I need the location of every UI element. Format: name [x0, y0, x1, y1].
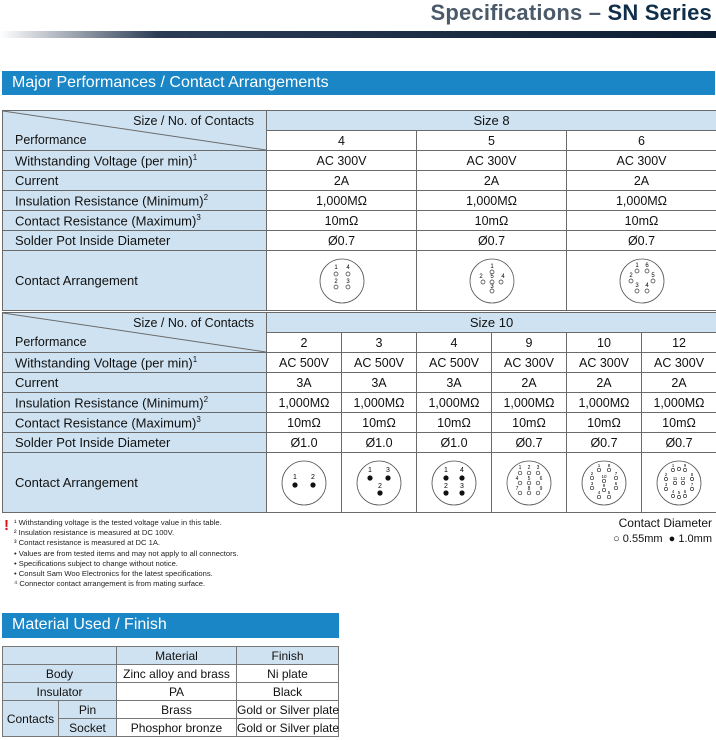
table-row	[3, 231, 716, 251]
legend-title: Contact Diameter	[618, 516, 712, 530]
contact-diagram-cell	[567, 453, 642, 513]
svg-text:3: 3	[345, 278, 350, 285]
legend-small: ○ 0.55mm	[613, 533, 663, 545]
row-label: Socket	[59, 719, 117, 737]
svg-text:2: 2	[628, 272, 633, 279]
svg-text:5: 5	[677, 489, 681, 495]
legend-large: ● 1.0mm	[668, 533, 712, 545]
contact-arrangement-10-icon	[580, 459, 628, 507]
svg-text:4: 4	[515, 475, 519, 482]
svg-text:8: 8	[607, 462, 611, 468]
table-cell: AC 500V	[342, 353, 417, 373]
table-cell: 3A	[267, 373, 342, 393]
table-cell: 10mΩ	[342, 413, 417, 433]
svg-text:5: 5	[489, 273, 494, 280]
table-cell: 10mΩ	[417, 413, 492, 433]
corner-cell	[3, 313, 267, 353]
material-table	[2, 646, 339, 737]
footnote: ⁴ Connector contact arrangement is from mating surface.	[14, 579, 206, 589]
contact-arrangement-4-icon	[318, 257, 366, 305]
table-cell: 1,000MΩ	[267, 191, 417, 211]
svg-text:2: 2	[333, 278, 338, 285]
svg-text:4: 4	[460, 466, 464, 474]
contacts-col-header: 12	[642, 333, 716, 353]
section-title: Major Performances / Contact Arrangements	[12, 74, 329, 91]
table-cell: 2A	[267, 171, 417, 191]
contact-diagram-cell	[492, 453, 567, 513]
corner-top-label: Size / No. of Contacts	[133, 316, 254, 330]
table-cell: 10mΩ	[642, 413, 716, 433]
svg-text:11: 11	[672, 475, 678, 481]
table-header: Material	[117, 647, 237, 665]
table-row	[3, 211, 716, 231]
size-header: Size 8	[267, 111, 716, 131]
svg-text:4: 4	[500, 273, 505, 280]
svg-text:6: 6	[644, 262, 649, 269]
svg-text:3: 3	[664, 481, 668, 487]
contact-diagram-cell	[567, 251, 716, 311]
table-cell: 1,000MΩ	[417, 191, 567, 211]
size8-spec-table	[2, 110, 716, 311]
svg-text:2: 2	[590, 470, 594, 476]
table-cell: Ø1.0	[417, 433, 492, 453]
svg-text:7: 7	[690, 481, 694, 487]
svg-text:4: 4	[597, 489, 601, 495]
table-cell: Zinc alloy and brass	[117, 665, 237, 683]
table-cell: Ø0.7	[567, 231, 716, 251]
contact-arrangement-3-icon	[355, 459, 403, 507]
row-label: Solder Pot Inside Diameter	[3, 231, 267, 251]
row-label: Current	[3, 171, 267, 191]
svg-text:8: 8	[527, 485, 531, 492]
row-label: Current	[3, 373, 267, 393]
table-header-blank	[3, 647, 117, 665]
corner-bottom-label: Performance	[15, 133, 87, 147]
page-title	[430, 0, 712, 26]
contact-diagram-cell	[267, 251, 417, 311]
row-label: Pin	[59, 701, 117, 719]
svg-text:3: 3	[634, 282, 639, 289]
table-cell: AC 500V	[267, 353, 342, 373]
table-row	[3, 171, 716, 191]
contacts-col-header: 10	[567, 333, 642, 353]
svg-text:3: 3	[386, 466, 390, 474]
section-heading-material	[2, 613, 339, 638]
contact-diagram-cell	[342, 453, 417, 513]
warning-icon: !	[4, 517, 9, 534]
svg-text:5: 5	[650, 272, 655, 279]
table-row	[3, 191, 716, 211]
table-row	[3, 433, 716, 453]
table-cell: Ø1.0	[267, 433, 342, 453]
svg-text:1: 1	[444, 466, 448, 474]
corner-cell	[3, 111, 267, 151]
table-cell: AC 500V	[417, 353, 492, 373]
svg-text:3: 3	[460, 482, 464, 490]
contact-arrangement-6-icon	[618, 257, 666, 305]
row-label: Withstanding Voltage (per min)$^1$	[3, 353, 267, 373]
table-cell: 10mΩ	[417, 211, 567, 231]
svg-text:2: 2	[478, 273, 483, 280]
table-cell: Brass	[117, 701, 237, 719]
contact-diagram-cell	[642, 453, 716, 513]
table-row	[3, 453, 716, 513]
svg-text:9: 9	[602, 482, 606, 488]
table-cell: Ø0.7	[267, 231, 417, 251]
table-cell: 1,000MΩ	[642, 393, 716, 413]
section-title: Material Used / Finish	[12, 616, 167, 633]
table-row	[3, 373, 716, 393]
table-cell: AC 300V	[417, 151, 567, 171]
table-cell: Ø0.7	[642, 433, 716, 453]
contact-diagram-cell	[417, 453, 492, 513]
corner-top-label: Size / No. of Contacts	[133, 114, 254, 128]
svg-text:2: 2	[378, 482, 382, 490]
contact-arrangement-12-icon	[655, 459, 703, 507]
table-cell: 10mΩ	[492, 413, 567, 433]
contacts-col-header: 4	[267, 131, 417, 151]
contacts-col-header: 6	[567, 131, 716, 151]
row-label: Insulation Resistance (Minimum)$^2$	[3, 191, 267, 211]
svg-text:9: 9	[539, 485, 543, 492]
svg-text:1: 1	[368, 466, 372, 474]
svg-text:2: 2	[444, 482, 448, 490]
svg-text:1: 1	[597, 462, 601, 468]
svg-text:5: 5	[607, 489, 611, 495]
svg-text:4: 4	[671, 488, 675, 494]
table-cell: AC 300V	[567, 151, 716, 171]
svg-text:1: 1	[293, 473, 297, 481]
table-cell: 3A	[342, 373, 417, 393]
table-row	[3, 413, 716, 433]
footnote: • Values are from tested items and may not apply to all connectors.	[14, 548, 239, 558]
table-cell: 10mΩ	[267, 211, 417, 231]
table-cell: 1,000MΩ	[492, 393, 567, 413]
svg-text:2: 2	[664, 471, 668, 477]
contacts-col-header: 5	[417, 131, 567, 151]
table-cell: Ni plate	[237, 665, 339, 683]
row-label: Body	[3, 665, 117, 683]
row-label: Contact Resistance (Maximum)$^3$	[3, 413, 267, 433]
row-group-label: Contacts	[3, 701, 59, 737]
svg-text:1: 1	[634, 262, 639, 269]
title-prefix: Specifications –	[430, 0, 608, 25]
svg-text:7: 7	[515, 485, 519, 492]
table-cell: 2A	[567, 171, 716, 191]
table-cell: 2A	[417, 171, 567, 191]
svg-text:2: 2	[311, 473, 315, 481]
svg-text:5: 5	[527, 475, 531, 482]
title-series: SN Series	[607, 0, 712, 25]
footnote: ³ Contact resistance is measured at DC 1A.	[14, 538, 161, 548]
contacts-col-header: 4	[417, 333, 492, 353]
svg-text:1: 1	[518, 464, 522, 471]
svg-text:3: 3	[590, 480, 594, 486]
size10-spec-table	[2, 312, 716, 513]
svg-text:3: 3	[536, 464, 540, 471]
table-row	[3, 251, 716, 311]
table-cell: Ø1.0	[342, 433, 417, 453]
table-cell: AC 300V	[492, 353, 567, 373]
table-cell: 10mΩ	[567, 211, 716, 231]
table-cell: 1,000MΩ	[567, 191, 716, 211]
contact-arrangement-5-icon	[468, 257, 516, 305]
table-cell: 1,000MΩ	[267, 393, 342, 413]
svg-text:4: 4	[644, 282, 649, 289]
table-cell: Ø0.7	[492, 433, 567, 453]
table-row	[3, 647, 339, 665]
footnote: ¹ Withstanding voltage is the tested voltage value in this table.	[14, 518, 222, 527]
table-cell: Gold or Silver plate	[237, 702, 340, 717]
table-cell: 2A	[567, 373, 642, 393]
row-label: Contact Arrangement	[3, 453, 267, 513]
table-cell: 10mΩ	[567, 413, 642, 433]
table-row	[3, 701, 339, 719]
table-cell: 1,000MΩ	[567, 393, 642, 413]
footnote: ² Insulation resistance is measured at DC 100V.	[14, 528, 175, 538]
contact-arrangement-2-icon	[280, 459, 328, 507]
svg-text:6: 6	[614, 480, 618, 486]
svg-text:1: 1	[333, 264, 338, 271]
header-bar	[0, 31, 716, 38]
svg-text:4: 4	[345, 264, 350, 271]
table-cell: 3A	[417, 373, 492, 393]
svg-text:6: 6	[683, 488, 687, 494]
table-row	[3, 665, 339, 683]
table-row	[3, 683, 339, 701]
svg-text:9: 9	[683, 462, 687, 468]
table-cell: 2A	[642, 373, 716, 393]
row-label: Insulation Resistance (Minimum)$^2$	[3, 393, 267, 413]
svg-text:1: 1	[671, 462, 675, 468]
contact-diagram-cell	[267, 453, 342, 513]
table-cell: 1,000MΩ	[342, 393, 417, 413]
footnote: • Consult Sam Woo Electronics for the latest specifications.	[14, 569, 213, 579]
corner-bottom-label: Performance	[15, 335, 87, 349]
svg-text:2: 2	[527, 464, 531, 471]
table-row	[3, 353, 716, 373]
footnote: • Specifications subject to change without notice.	[14, 558, 178, 568]
svg-text:1: 1	[489, 263, 494, 270]
contacts-col-header: 2	[267, 333, 342, 353]
contact-diagram-cell	[417, 251, 567, 311]
table-cell: Gold or Silver plate	[237, 720, 340, 735]
svg-text:12: 12	[680, 475, 686, 481]
svg-text:10: 10	[601, 473, 607, 479]
svg-text:7: 7	[614, 470, 618, 476]
row-label: Contact Arrangement	[3, 251, 267, 311]
contacts-col-header: 3	[342, 333, 417, 353]
svg-text:6: 6	[539, 475, 543, 482]
table-cell: AC 300V	[642, 353, 716, 373]
table-row	[3, 393, 716, 413]
table-cell: Ø0.7	[417, 231, 567, 251]
row-label: Insulator	[3, 683, 117, 701]
svg-text:3: 3	[489, 283, 494, 290]
contact-diameter-legend	[613, 515, 712, 547]
contact-arrangement-9-icon	[505, 459, 553, 507]
table-cell: Ø0.7	[567, 433, 642, 453]
row-label: Withstanding Voltage (per min)$^1$	[3, 151, 267, 171]
svg-text:8: 8	[690, 471, 694, 477]
section-heading-performances	[2, 71, 715, 95]
contact-arrangement-4-size10-icon	[430, 459, 478, 507]
table-cell: 10mΩ	[267, 413, 342, 433]
contacts-col-header: 9	[492, 333, 567, 353]
table-cell: Phosphor bronze	[117, 719, 237, 737]
table-cell: 2A	[492, 373, 567, 393]
table-cell: AC 300V	[567, 353, 642, 373]
table-cell: 1,000MΩ	[417, 393, 492, 413]
table-header: Finish	[237, 647, 339, 665]
row-label: Contact Resistance (Maximum)$^3$	[3, 211, 267, 231]
row-label: Solder Pot Inside Diameter	[3, 433, 267, 453]
footnotes	[14, 518, 239, 589]
table-cell: Black	[237, 683, 339, 701]
table-row	[3, 151, 716, 171]
size-header: Size 10	[267, 313, 716, 333]
table-cell: PA	[117, 683, 237, 701]
table-cell: AC 300V	[267, 151, 417, 171]
